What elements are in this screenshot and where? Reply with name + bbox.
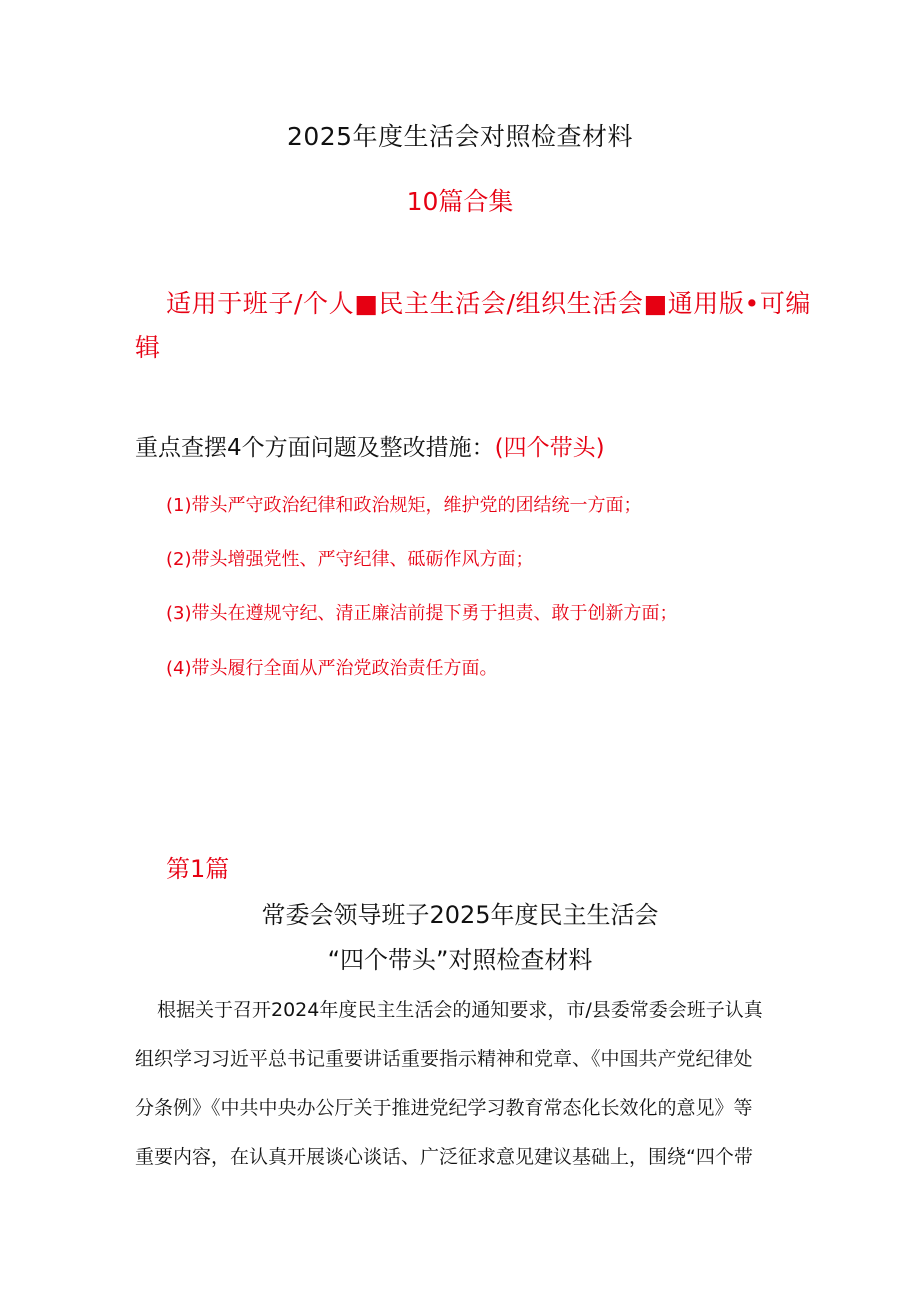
body-line: 分条例》《中共中央办公厅关于推进党纪学习教育常态化长效化的意见》等 [135,1097,753,1119]
focus-item: (2)带头增强党性、严守纪律、砥砺作风方面； [166,549,534,570]
focus-heading [135,431,605,465]
scope-line: 适用于班子/个人■民主生活会/组织生活会■通用版•可编 [166,289,812,318]
focus-item: (3)带头在遵规守纪、清正廉洁前提下勇于担责、敢于创新方面； [166,603,678,624]
body-line: 组织学习习近平总书记重要讲话重要指示精神和党章、《中国共产党纪律处 [135,1048,753,1070]
document-title: 2025年度生活会对照检查材料 [286,122,634,151]
scope-line-continued: 辑 [135,333,161,362]
focus-item: (4)带头履行全面从严治党政治责任方面。 [166,658,498,679]
chapter-subtitle: “四个带头”对照检查材料 [327,946,593,974]
body-line: 重要内容，在认真开展谈心谈话、广泛征求意见建议基础上，围绕“四个带 [135,1146,753,1168]
chapter-title: 常委会领导班子2025年度民主生活会 [261,901,659,929]
document-subtitle: 10篇合集 [406,187,514,216]
chapter-label: 第1篇 [166,855,230,883]
focus-item: (1)带头严守政治纪律和政治规矩，维护党的团结统一方面； [166,495,642,516]
body-line: 根据关于召开2024年度民主生活会的通知要求，市/县委常委会班子认真 [157,999,763,1021]
focus-heading-highlight: (四个带头) [494,435,605,461]
focus-heading-text: 重点查摆4个方面问题及整改措施： [135,435,495,461]
